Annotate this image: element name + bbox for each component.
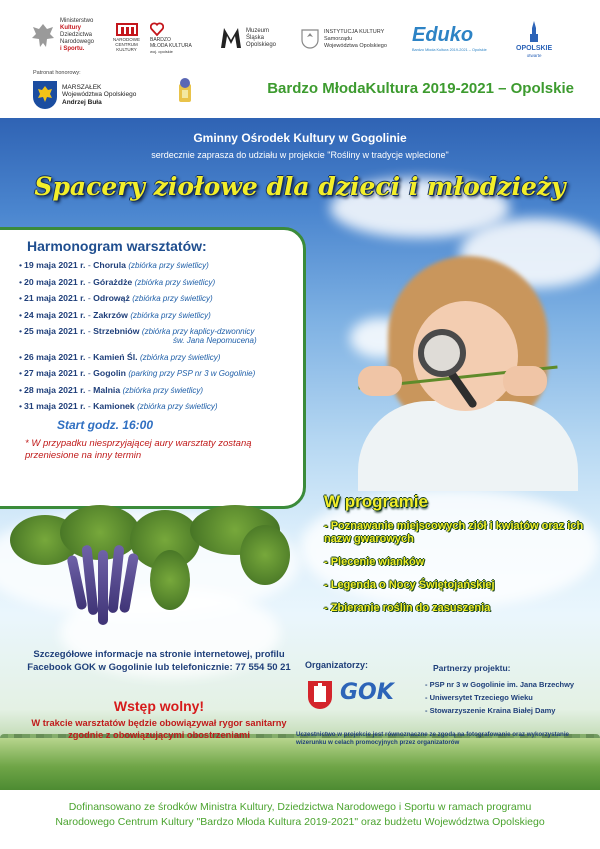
invite-text: serdecznie zaprasza do udziału w projekcie "Rośliny w tradycje wplecione" (151, 150, 449, 160)
eagle-icon (30, 21, 56, 51)
marszalek-logo: MARSZAŁEK Województwa Opolskiego Andrzej Buła (32, 80, 136, 110)
nck-logo: NARODOWE CENTRUM KULTURY (113, 22, 140, 52)
programme-item: - Zbieranie roślin do zasuszenia (324, 602, 491, 614)
gogolin-crest-icon (307, 680, 333, 710)
girl-magnifier-photo (318, 226, 600, 488)
partner-item: - Uniwersytet Trzeciego Wieku (425, 693, 533, 702)
start-time: Start godz. 16:00 (57, 417, 154, 432)
herbs-illustration (0, 505, 300, 625)
schedule-item: • 28 maja 2021 r. - Malnia (zbiórka przy świetlicy) (19, 384, 204, 395)
header-logos (0, 0, 600, 120)
schedule-item: • 24 maja 2021 r. - Zakrzów (zbiórka przy świetlicy) (19, 309, 211, 320)
magnifier-icon (418, 329, 466, 377)
programme-item: - Poznawanie miejscowych ziół i kwiatów oraz ich nazw gwarowych (324, 520, 584, 545)
programme-list (324, 520, 594, 615)
programme-section (324, 492, 594, 625)
organizer-heading: Gminny Ośrodek Kultury w Gogolinie (193, 131, 407, 145)
partners-label: Partnerzy projektu: (433, 663, 511, 673)
instytucja-logo: INSTYTUCJA KULTURY Samorządu Województwa Opolskiego (300, 28, 387, 50)
schedule-item: • 19 maja 2021 r. - Chorula (zbiórka przy świetlicy) (19, 260, 209, 270)
partner-item: - PSP nr 3 w Gogolinie im. Jana Brzechwy (425, 680, 575, 689)
tower-icon (526, 20, 542, 44)
program-title: Bardzo MłodaKultura 2019-2021 – Opolskie (267, 80, 574, 97)
muzeum-m-icon (220, 26, 242, 50)
eduko-logo: Eduko Bardzo Młoda Kultura 2019-2021 – Opolskie (412, 24, 487, 52)
partners-list (425, 678, 574, 717)
heart-icon (150, 22, 164, 36)
schedule-heading: Harmonogram warsztatów: (27, 238, 207, 254)
wreath-logo-icon (176, 76, 194, 104)
gok-logo: GOK (340, 680, 394, 705)
shield-icon (300, 28, 320, 50)
muzeum-logo: Muzeum Śląska Opolskiego (220, 26, 276, 50)
consent-note: Uczestnictwo w projekcie jest równoznaczne ze zgodą na fotografowanie oraz wykorzystanie wizerunku w celach promocyjnych przez organizatorów (296, 731, 569, 746)
schedule-item: • 27 maja 2021 r. - Gogolin (parking przy PSP nr 3 w Gogolinie) (19, 368, 256, 378)
nck-mark-icon (116, 22, 138, 36)
programme-item: - Legenda o Nocy Świętojańskiej (324, 579, 495, 591)
organizers-label: Organizatorzy: (305, 660, 369, 670)
programme-heading: W programie (324, 492, 428, 511)
bmk-logo: BARDZO MŁODA KULTURA woj. opolskie (150, 22, 192, 55)
schedule-item: • 31 maja 2021 r. - Kamionek (zbiórka przy świetlicy) (19, 401, 218, 411)
schedule-panel (0, 227, 306, 509)
coat-of-arms-icon (32, 80, 58, 110)
schedule-list (19, 260, 291, 412)
schedule-item: • 26 maja 2021 r. - Kamień Śl. (zbiórka przy świetlicy) (19, 351, 221, 362)
partner-item: - Stowarzyszenie Kraina Białej Damy (425, 706, 556, 715)
opolskie-logo: OPOLSKIE otwarte (516, 20, 552, 58)
free-entry: Wstęp wolny! (113, 698, 205, 714)
poster-title: Spacery ziołowe dla dzieci i młodzieży (34, 172, 566, 201)
schedule-item: • 25 maja 2021 r. - Strzebniów (zbiórka przy kaplicy-dzwonnicy św. Jana Nepomucena) (19, 326, 257, 345)
schedule-item: • 20 maja 2021 r. - Górażdże (zbiórka przy świetlicy) (19, 276, 216, 287)
sanitary-note: W trakcie warsztatów będzie obowiązywał rygor sanitarny zgodnie z obowiązującymi obostrzeniami (31, 718, 287, 740)
contact-info: Szczegółowe informacje na stronie internetowej, profilu Facebook GOK w Gogolinie lub telefonicznie: 77 554 50 21 (27, 649, 291, 673)
weather-note: * W przypadku niesprzyjającej aury warsztaty zostaną przeniesione na inny termin (25, 437, 252, 461)
programme-item: - Plecenie wianków (324, 556, 425, 568)
mkidn-logo: Ministerstwo Kultury Dziedzictwa Narodowego i Sportu. (30, 18, 94, 53)
schedule-item: • 21 maja 2021 r. - Odrowąż (zbiórka przy świetlicy) (19, 293, 213, 303)
patronat-label: Patronat honorowy: (33, 70, 81, 76)
funding-footer: Dofinansowano ze środków Ministra Kultury, Dziedzictwa Narodowego i Sportu w ramach programu Narodowego Centrum Kultury "Bardzo Młoda Kultura 2019-2021" oraz budżetu Województwa Opolskiego (55, 801, 545, 828)
